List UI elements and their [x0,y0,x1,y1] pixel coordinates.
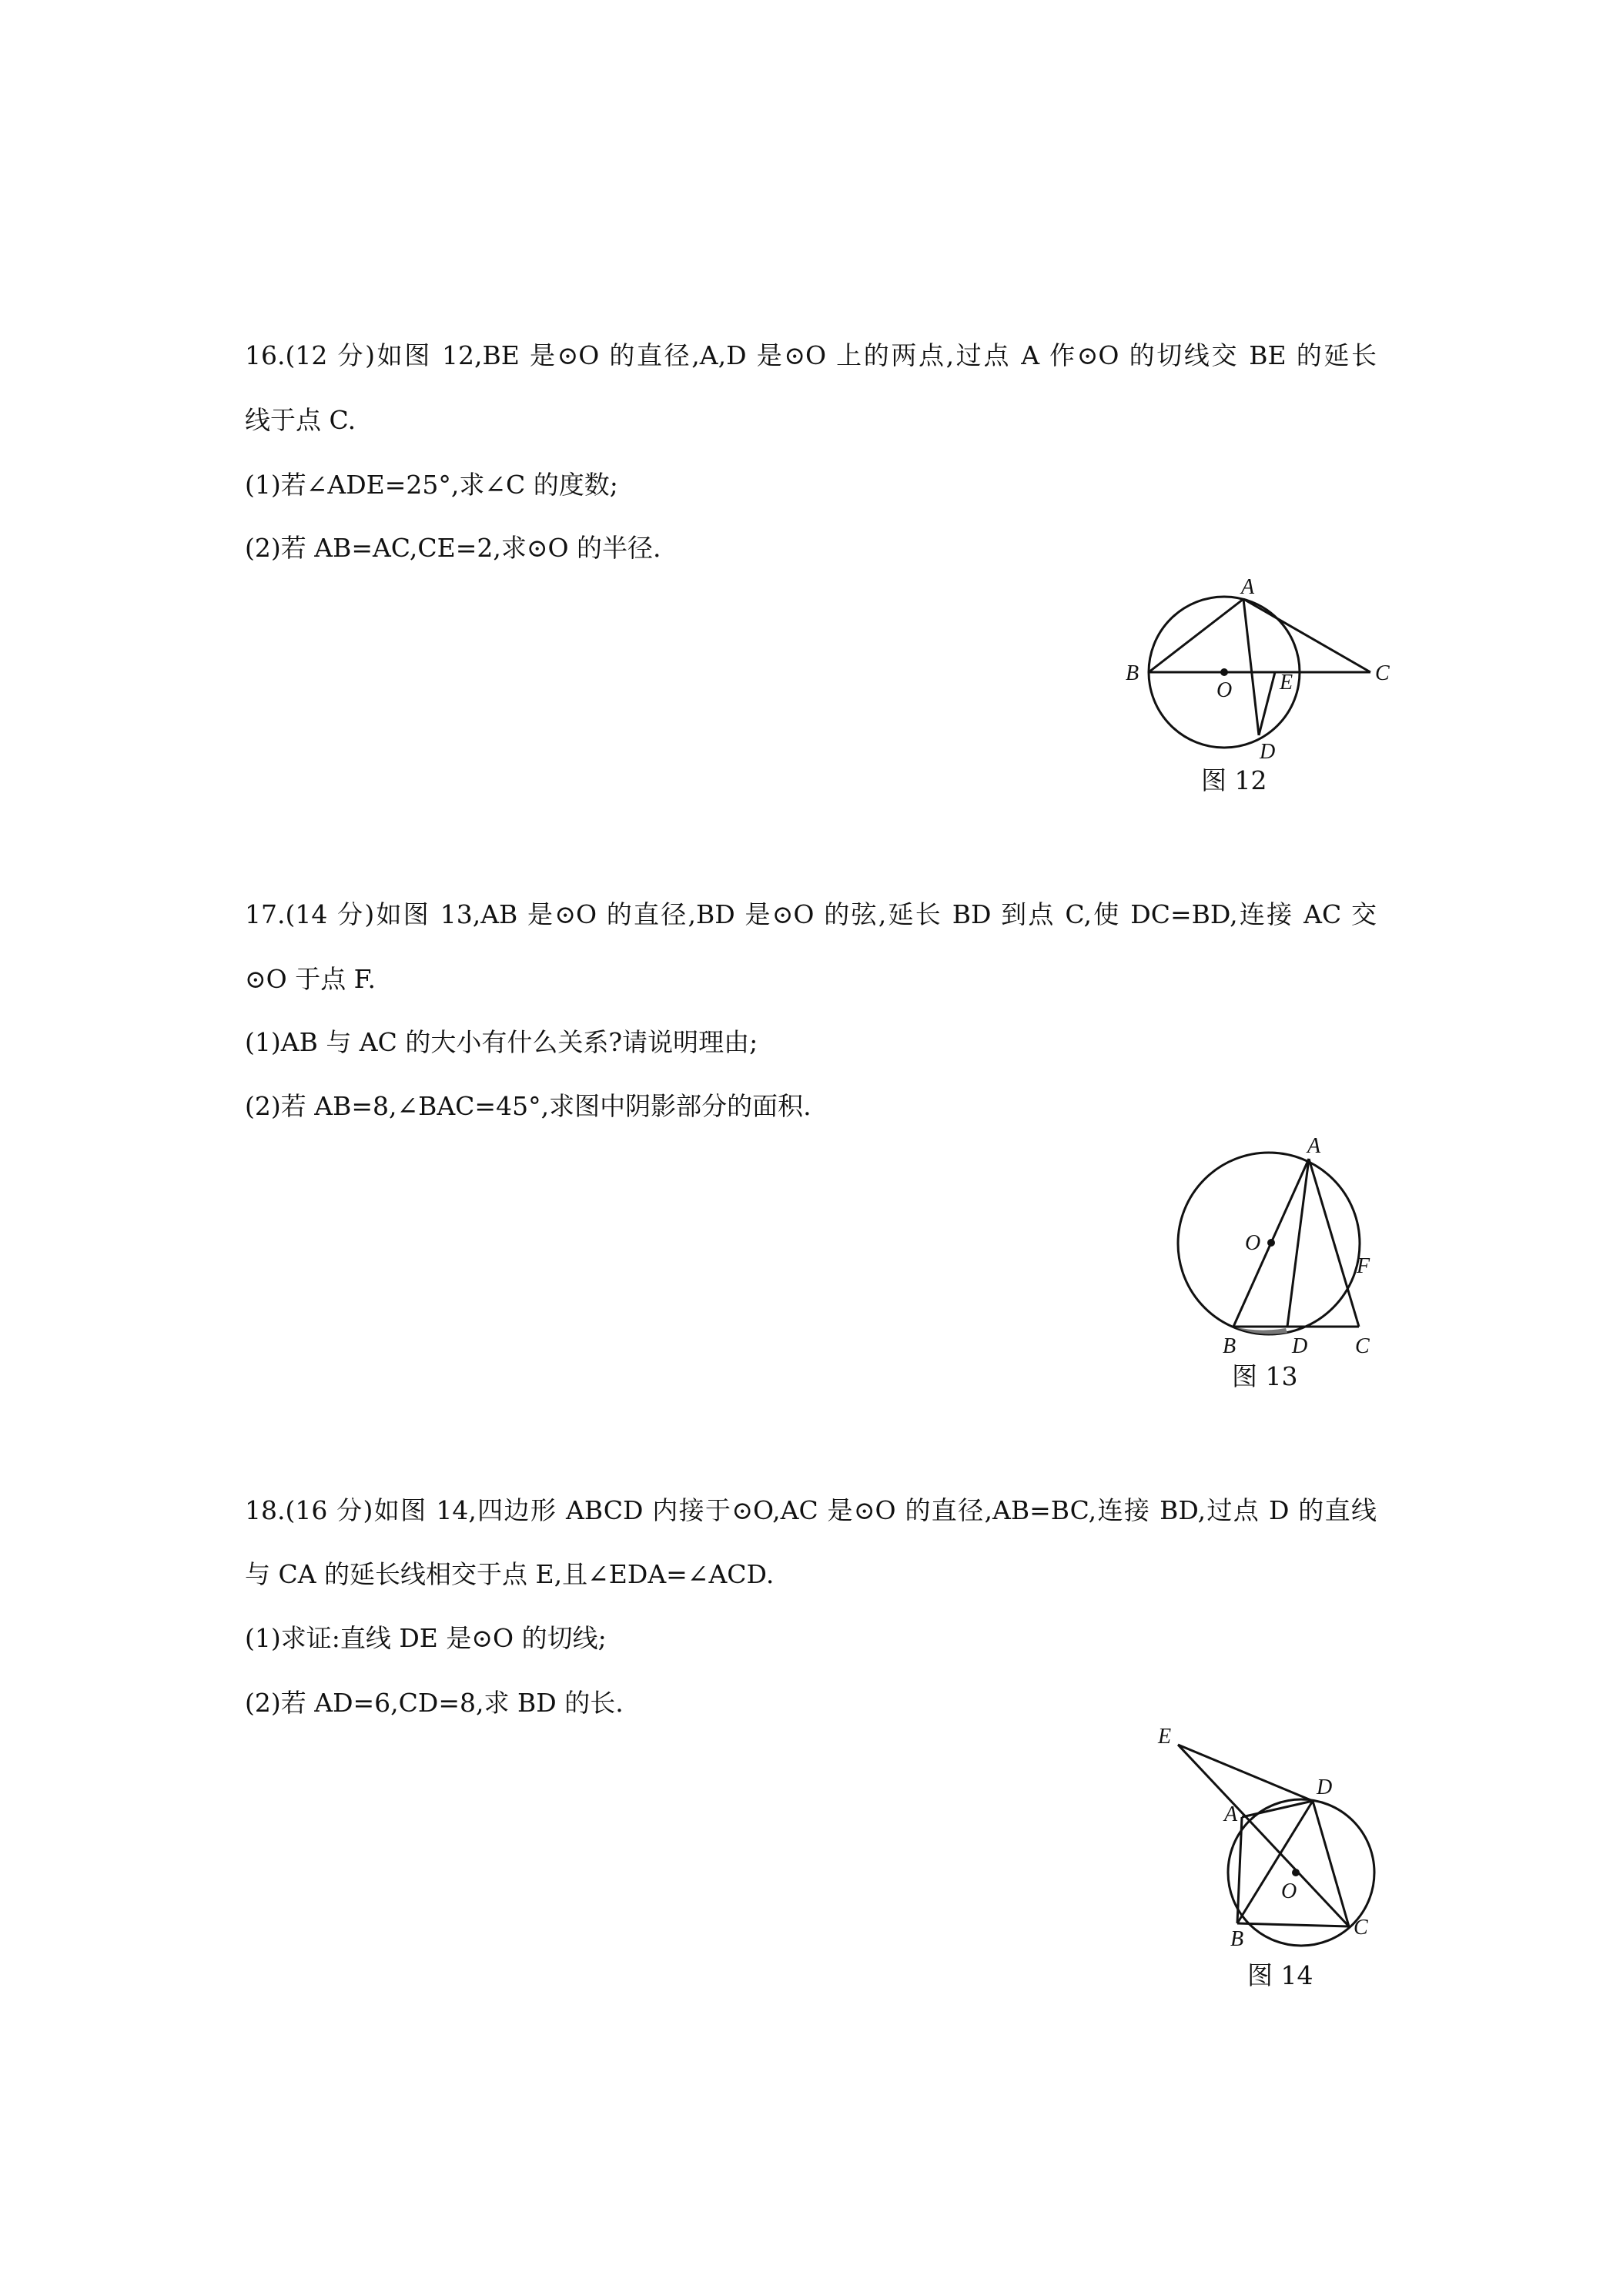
problem-18-part-2: (2)若 AD=6,CD=8,求 BD 的长. [245,1688,624,1718]
point-o [1220,668,1228,676]
problem-18-part-1: (1)求证:直线 DE 是⊙O 的切线; [245,1623,607,1653]
label-e: E [1280,671,1293,694]
line-ac [1309,1159,1359,1327]
point-o [1292,1869,1300,1876]
label-o: O [1216,678,1233,702]
line-ed [1178,1745,1313,1801]
label-c: C [1354,1916,1368,1940]
label-d: D [1292,1334,1308,1358]
problem-17-part-2: (2)若 AB=8,∠BAC=45°,求图中阴影部分的面积. [245,1091,812,1121]
label-o: O [1281,1879,1297,1903]
label-e: E [1158,1725,1172,1749]
figure-14 [1147,1725,1394,1948]
label-b: B [1126,661,1139,685]
label-o: O [1245,1231,1261,1255]
problem-16-part-1: (1)若∠ADE=25°,求∠C 的度数; [245,470,618,500]
problem-16-line-1: 16.(12 分)如图 12,BE 是⊙O 的直径,A,D 是⊙O 上的两点,过点 A 作⊙O 的切线交 BE 的延长 [245,340,1377,370]
label-d: D [1317,1776,1333,1799]
label-b: B [1223,1334,1236,1358]
problem-18-line-1: 18.(16 分)如图 14,四边形 ABCD 内接于⊙O,AC 是⊙O 的直径,AB=BC,连接 BD,过点 D 的直线 [245,1495,1377,1525]
problem-18-line-2: 与 CA 的延长线相交于点 E,且∠EDA=∠ACD. [245,1559,775,1589]
figure-12 [1109,574,1401,758]
figure-12-caption: 图 12 [1201,765,1267,795]
line-de [1259,672,1275,735]
problem-16-line-2: 线于点 C. [245,405,356,435]
label-f: F [1357,1254,1370,1278]
label-c: C [1355,1334,1370,1358]
label-a: A [1224,1802,1238,1826]
figure-14-caption: 图 14 [1247,1960,1313,1990]
label-a: A [1307,1136,1321,1158]
line-ad [1243,599,1259,735]
problem-17-part-1: (1)AB 与 AC 的大小有什么关系?请说明理由; [245,1027,758,1057]
problem-16-part-2: (2)若 AB=AC,CE=2,求⊙O 的半径. [245,533,661,563]
point-o [1267,1239,1275,1247]
problem-17-line-1: 17.(14 分)如图 13,AB 是⊙O 的直径,BD 是⊙O 的弦,延长 BD 到点 C,使 DC=BD,连接 AC 交 [245,899,1377,929]
label-c: C [1375,661,1390,685]
line-bc [1237,1923,1349,1926]
label-d: D [1260,740,1276,758]
figure-13-caption: 图 13 [1232,1361,1298,1391]
problem-17-line-2: ⊙O 于点 F. [245,964,376,994]
line-ab [1149,599,1243,672]
label-a: A [1241,575,1255,599]
line-ac [1243,599,1370,672]
figure-13 [1170,1136,1401,1359]
label-b: B [1230,1927,1244,1948]
